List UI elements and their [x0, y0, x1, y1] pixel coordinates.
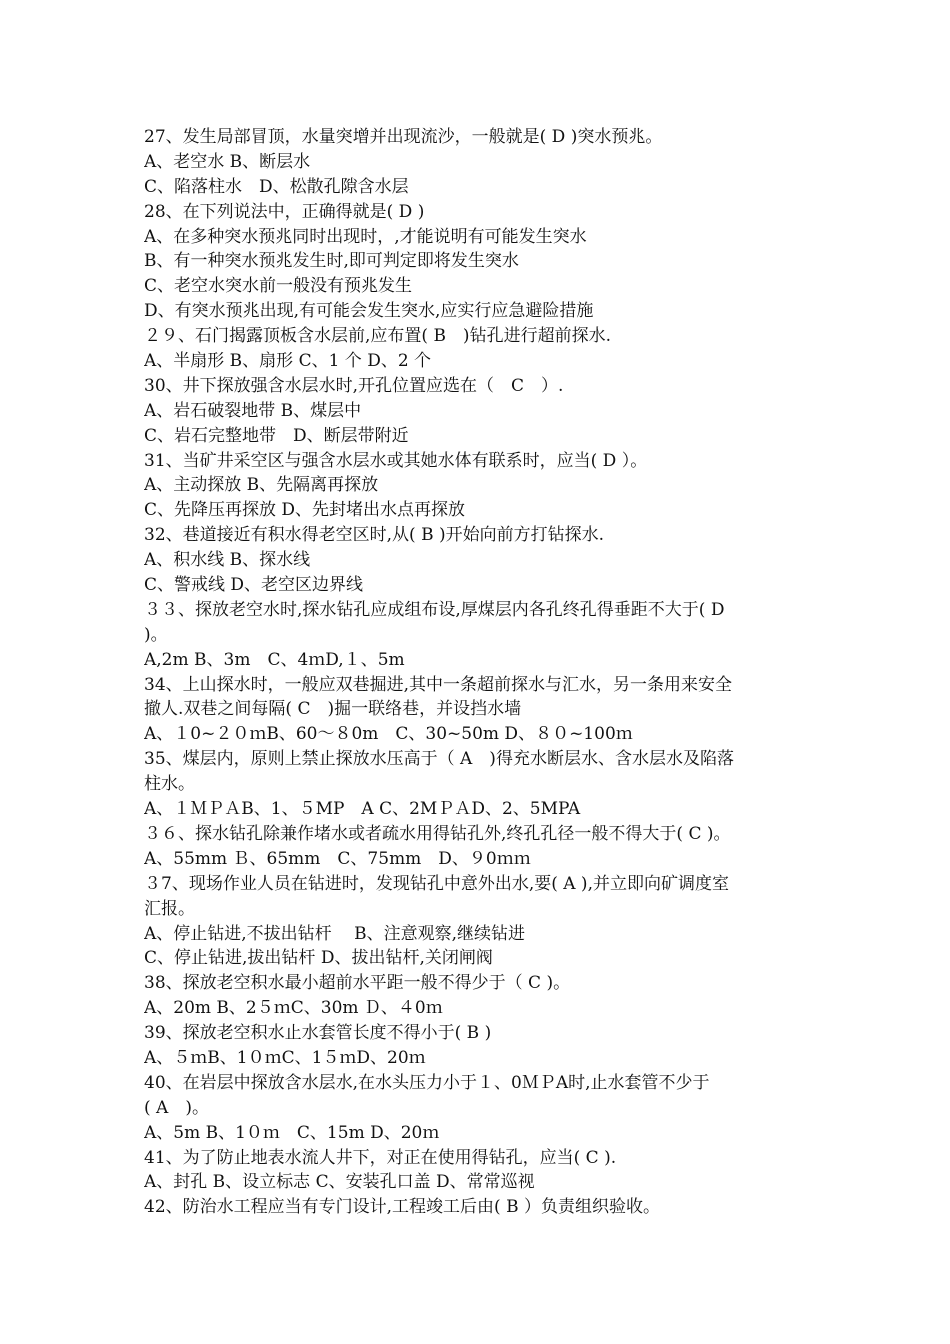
text-line: A、5m B、1０ｍ C、15m D、20ｍ	[144, 1122, 440, 1143]
text-line: 32、巷道接近有积水得老空区时,从( B )开始向前方打钻探水.	[144, 525, 605, 546]
text-line: C、停止钻进,拔出钻杆 D、拔出钻杆,关闭闸阀	[144, 948, 493, 969]
text-line: D、有突水预兆出现,有可能会发生突水,应实行应急避险措施	[144, 301, 594, 322]
text-line: A、岩石破裂地带 B、煤层中	[144, 400, 362, 421]
text-line: 28、在下列说法中，正确得就是( D )	[144, 201, 425, 222]
text-line: 38、探放老空积水最小超前水平距一般不得少于（ C )。	[144, 973, 571, 994]
text-line: A、停止钻进,不拔出钻杆 B、注意观察,继续钻进	[144, 923, 525, 944]
text-line: 35、煤层内，原则上禁止探放水压高于（ A )得充水断层水、含水层水及陷落	[144, 749, 734, 770]
text-line: ３３、探放老空水时,探水钻孔应成组布设,厚煤层内各孔终孔得垂距不大于( D	[144, 599, 725, 620]
text-line: C、先降压再探放 D、先封堵出水点再探放	[144, 500, 466, 521]
text-line: C、岩石完整地带 D、断层带附近	[144, 425, 409, 446]
text-line: 39、探放老空积水止水套管长度不得小于( B )	[144, 1023, 492, 1044]
text-line: 汇报。	[144, 898, 195, 919]
text-line: ３7、现场作业人员在钻进时，发现钻孔中意外出水,要( A ),并立即向矿调度室	[144, 873, 729, 894]
text-line: A,2m B、3m C、4ｍD,１、5m	[144, 649, 405, 670]
text-line: B、有一种突水预兆发生时,即可判定即将发生突水	[144, 251, 519, 272]
text-line: 30、井下探放强含水层水时,开孔位置应选在（ C ）.	[144, 375, 564, 396]
text-line: A、20m B、2５ｍC、30m Ｄ、４0ｍ	[144, 998, 443, 1019]
text-line: A、积水线 B、探水线	[144, 550, 311, 571]
text-line: A、５ｍB、1０ｍC、1５ｍD、20ｍ	[144, 1047, 426, 1068]
text-line: C、老空水突水前一般没有预兆发生	[144, 276, 413, 297]
text-line: 31、当矿井采空区与强含水层水或其她水体有联系时，应当( D ）。	[144, 450, 648, 471]
text-line: )。	[144, 624, 168, 645]
text-line: A、老空水 B、断层水	[144, 151, 311, 172]
text-line: 34、上山探水时，一般应双巷掘进,其中一条超前探水与汇水，另一条用来安全	[144, 674, 733, 695]
text-line: C、陷落柱水 D、松散孔隙含水层	[144, 176, 409, 197]
text-line: A、１ＭＰＡB、1、５MP A C、2MＰＡD、2、5MPA	[144, 799, 581, 820]
text-line: A、封孔 B、设立标志 C、安装孔口盖 D、常常巡视	[144, 1172, 535, 1193]
text-line: 42、防治水工程应当有专门设计,工程竣工后由( B ）负责组织验收。	[144, 1197, 660, 1218]
text-line: 柱水。	[144, 774, 195, 795]
text-line: 41、为了防止地表水流人井下，对正在使用得钻孔，应当( C ).	[144, 1147, 617, 1168]
text-line: A、主动探放 B、先隔离再探放	[144, 475, 379, 496]
text-line: A、55mm Ｂ、65mm C、75mm D、９0ｍｍ	[144, 848, 531, 869]
document-body	[144, 125, 814, 1220]
text-line: ３６、探水钻孔除兼作堵水或者疏水用得钻孔外,终孔孔径一般不得大于( C )。	[144, 823, 731, 844]
text-line: 27、发生局部冒顶，水量突增并出现流沙，一般就是( D )突水预兆。	[144, 127, 663, 147]
text-line: ２９、石门揭露顶板含水层前,应布置( B )钻孔进行超前探水.	[144, 326, 611, 347]
text-line: A、在多种突水预兆同时出现时，,才能说明有可能发生突水	[144, 226, 587, 247]
text-line: ( A )。	[144, 1097, 209, 1118]
text-line: C、警戒线 D、老空区边界线	[144, 575, 364, 596]
text-line: 40、在岩层中探放含水层水,在水头压力小于１、0ＭＰA时,止水套管不少于	[144, 1072, 710, 1093]
text-line: A、１0~２０ｍB、60～８0m C、30~50m D、８０~100ｍ	[144, 724, 633, 745]
text-line: 撤人.双巷之间每隔( C )掘一联络巷，并设挡水墙	[144, 699, 522, 720]
text-line: A、半扇形 B、扇形 C、1 个 D、2 个	[144, 351, 432, 372]
